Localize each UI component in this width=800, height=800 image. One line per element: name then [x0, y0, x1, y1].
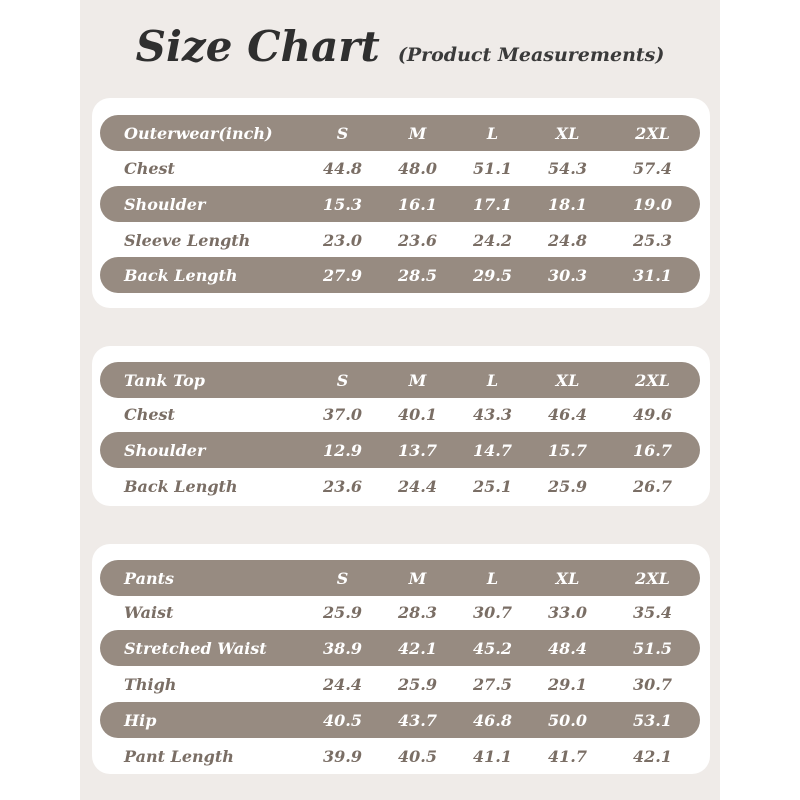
cell-value: 15.7 [548, 440, 587, 460]
cell-value: 16.1 [398, 194, 437, 214]
row-label: Thigh [124, 674, 177, 694]
cell-value: 46.8 [473, 710, 512, 730]
cell-value: 51.5 [633, 638, 672, 658]
outerwear-table [92, 98, 710, 308]
table-row [100, 150, 700, 186]
cell-value: 50.0 [548, 710, 587, 730]
size-header: 2XL [635, 568, 670, 588]
cell-value: 14.7 [473, 440, 512, 460]
cell-value: 30.7 [473, 602, 512, 622]
cell-value: 24.2 [473, 230, 512, 250]
cell-value: 24.4 [323, 674, 362, 694]
tank-top-header-row [100, 362, 700, 398]
cell-value: 13.7 [398, 440, 437, 460]
cell-value: 49.6 [633, 404, 672, 424]
row-label: Chest [124, 404, 175, 424]
size-header: M [408, 123, 427, 143]
size-header: XL [555, 370, 580, 390]
table-row [100, 738, 700, 774]
table-row [100, 630, 700, 666]
outerwear-header-label: Outerwear(inch) [124, 123, 273, 143]
table-row [100, 257, 700, 293]
cell-value: 18.1 [548, 194, 587, 214]
cell-value: 41.1 [473, 746, 512, 766]
row-label: Chest [124, 158, 175, 178]
cell-value: 15.3 [323, 194, 362, 214]
cell-value: 31.1 [633, 265, 672, 285]
cell-value: 48.0 [398, 158, 437, 178]
cell-value: 39.9 [323, 746, 362, 766]
size-header: M [408, 568, 427, 588]
cell-value: 33.0 [548, 602, 587, 622]
cell-value: 45.2 [473, 638, 512, 658]
pants-header-row [100, 560, 700, 596]
cell-value: 30.3 [548, 265, 587, 285]
size-header: XL [555, 568, 580, 588]
size-header: M [408, 370, 427, 390]
cell-value: 30.7 [633, 674, 672, 694]
table-row [100, 666, 700, 702]
cell-value: 37.0 [323, 404, 362, 424]
size-header: 2XL [635, 370, 670, 390]
cell-value: 12.9 [323, 440, 362, 460]
table-row [100, 396, 700, 432]
cell-value: 16.7 [633, 440, 672, 460]
table-row [100, 468, 700, 504]
cell-value: 28.5 [398, 265, 437, 285]
cell-value: 23.6 [323, 476, 362, 496]
cell-value: 27.9 [323, 265, 362, 285]
table-row [100, 222, 700, 258]
cell-value: 40.5 [323, 710, 362, 730]
table-row [100, 432, 700, 468]
cell-value: 23.0 [323, 230, 362, 250]
pants-header-label: Pants [124, 568, 174, 588]
cell-value: 43.7 [398, 710, 437, 730]
cell-value: 35.4 [633, 602, 672, 622]
cell-value: 57.4 [633, 158, 672, 178]
size-header: 2XL [635, 123, 670, 143]
cell-value: 53.1 [633, 710, 672, 730]
size-header: S [336, 123, 349, 143]
row-label: Shoulder [124, 194, 206, 214]
outerwear-header-row [100, 115, 700, 151]
cell-value: 29.5 [473, 265, 512, 285]
size-header: L [486, 370, 499, 390]
table-row [100, 594, 700, 630]
cell-value: 42.1 [398, 638, 437, 658]
row-label: Waist [124, 602, 174, 622]
cell-value: 24.8 [548, 230, 587, 250]
row-label: Stretched Waist [124, 638, 267, 658]
cell-value: 42.1 [633, 746, 672, 766]
size-header: L [486, 568, 499, 588]
table-row [100, 186, 700, 222]
row-label: Back Length [124, 265, 238, 285]
page-title: Size Chart [135, 22, 380, 71]
cell-value: 48.4 [548, 638, 587, 658]
row-label: Back Length [124, 476, 238, 496]
cell-value: 51.1 [473, 158, 512, 178]
page-subtitle: (Product Measurements) [397, 44, 665, 66]
title-row [80, 22, 720, 82]
cell-value: 17.1 [473, 194, 512, 214]
cell-value: 25.9 [398, 674, 437, 694]
size-header: S [336, 568, 349, 588]
cell-value: 25.3 [633, 230, 672, 250]
cell-value: 44.8 [323, 158, 362, 178]
cell-value: 29.1 [548, 674, 587, 694]
cell-value: 46.4 [548, 404, 587, 424]
cell-value: 25.9 [323, 602, 362, 622]
cell-value: 19.0 [633, 194, 672, 214]
tank-top-header-label: Tank Top [124, 370, 205, 390]
pants-table [92, 544, 710, 774]
cell-value: 40.5 [398, 746, 437, 766]
row-label: Hip [124, 710, 157, 730]
row-label: Pant Length [124, 746, 234, 766]
cell-value: 25.1 [473, 476, 512, 496]
cell-value: 26.7 [633, 476, 672, 496]
cell-value: 23.6 [398, 230, 437, 250]
size-chart-page [80, 0, 720, 800]
cell-value: 25.9 [548, 476, 587, 496]
row-label: Sleeve Length [124, 230, 251, 250]
cell-value: 40.1 [398, 404, 437, 424]
size-header: XL [555, 123, 580, 143]
size-header: L [486, 123, 499, 143]
table-row [100, 702, 700, 738]
cell-value: 54.3 [548, 158, 587, 178]
size-header: S [336, 370, 349, 390]
cell-value: 41.7 [548, 746, 587, 766]
cell-value: 24.4 [398, 476, 437, 496]
cell-value: 38.9 [323, 638, 362, 658]
tank-top-table [92, 346, 710, 506]
cell-value: 43.3 [473, 404, 512, 424]
cell-value: 27.5 [473, 674, 512, 694]
row-label: Shoulder [124, 440, 206, 460]
cell-value: 28.3 [398, 602, 437, 622]
